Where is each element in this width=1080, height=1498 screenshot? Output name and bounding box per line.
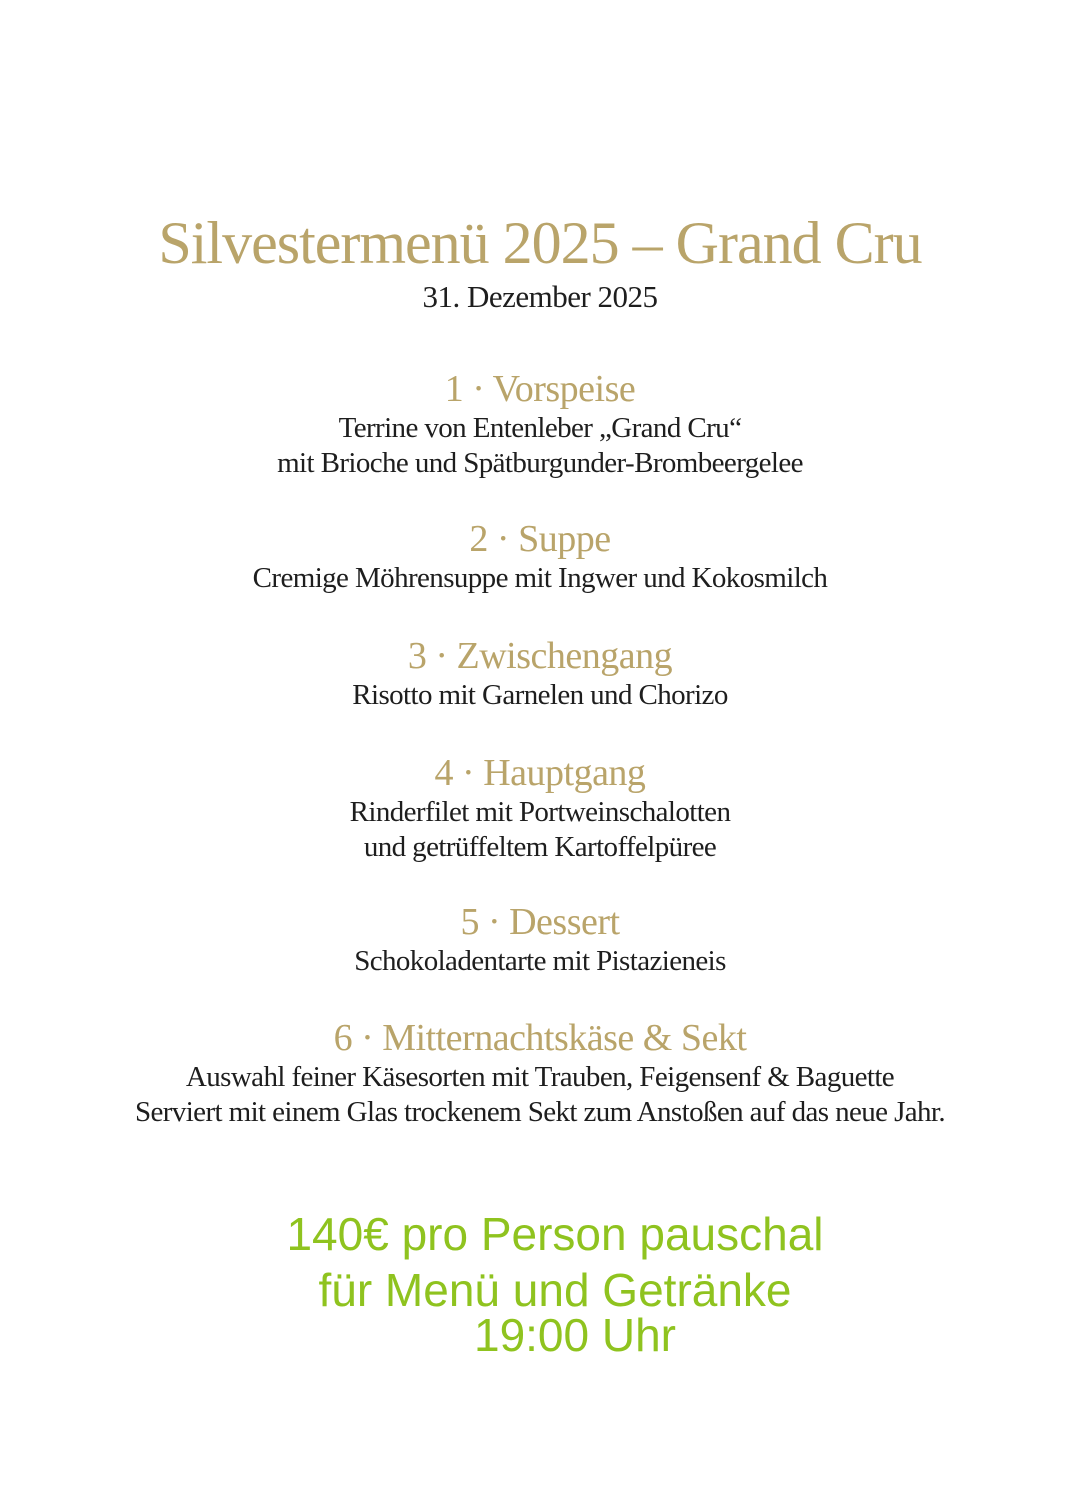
course-dessert	[0, 900, 1080, 979]
price-line: 140€ pro Person pauschal	[286, 1208, 824, 1260]
course-description-line: Schokoladentarte mit Pistazieneis	[354, 945, 726, 977]
course-description-line: Terrine von Entenleber „Grand Cru“	[338, 412, 742, 444]
course-description	[0, 678, 1080, 713]
course-heading: 4 · Hauptgang	[434, 752, 646, 794]
course-description-line: mit Brioche und Spätburgunder-Brombeergelee	[277, 447, 803, 479]
course-description-line: und getrüffeltem Kartoffelpüree	[363, 831, 717, 863]
course-description	[0, 795, 1080, 865]
course-heading: 2 · Suppe	[469, 518, 611, 560]
price-info	[0, 1206, 1080, 1318]
course-intermediate	[0, 634, 1080, 713]
course-heading: 5 · Dessert	[460, 901, 620, 943]
menu-date: 31. Dezember 2025	[422, 279, 658, 314]
menu-title: Silvestermenü 2025 – Grand Cru	[158, 210, 922, 276]
course-description-line: Serviert mit einem Glas trockenem Sekt zum Anstoßen auf das neue Jahr.	[134, 1096, 946, 1128]
course-description	[0, 944, 1080, 979]
course-description-line: Cremige Möhrensuppe mit Ingwer und Kokosmilch	[252, 562, 828, 594]
course-starter	[0, 367, 1080, 481]
course-heading: 1 · Vorspeise	[444, 368, 636, 410]
start-time: 19:00 Uhr	[473, 1309, 676, 1361]
price-line: für Menü und Getränke	[318, 1264, 792, 1316]
course-description-line: Auswahl feiner Käsesorten mit Trauben, Feigensenf & Baguette	[185, 1061, 895, 1093]
course-midnight-cheese	[0, 1016, 1080, 1130]
course-description	[0, 561, 1080, 596]
course-main	[0, 751, 1080, 865]
course-soup	[0, 517, 1080, 596]
course-heading: 3 · Zwischengang	[407, 635, 673, 677]
course-heading: 6 · Mitternachtskäse & Sekt	[333, 1017, 747, 1059]
course-description-line: Risotto mit Garnelen und Chorizo	[352, 679, 728, 711]
course-description	[0, 411, 1080, 481]
course-description	[0, 1060, 1080, 1130]
course-description-line: Rinderfilet mit Portweinschalotten	[349, 796, 731, 828]
